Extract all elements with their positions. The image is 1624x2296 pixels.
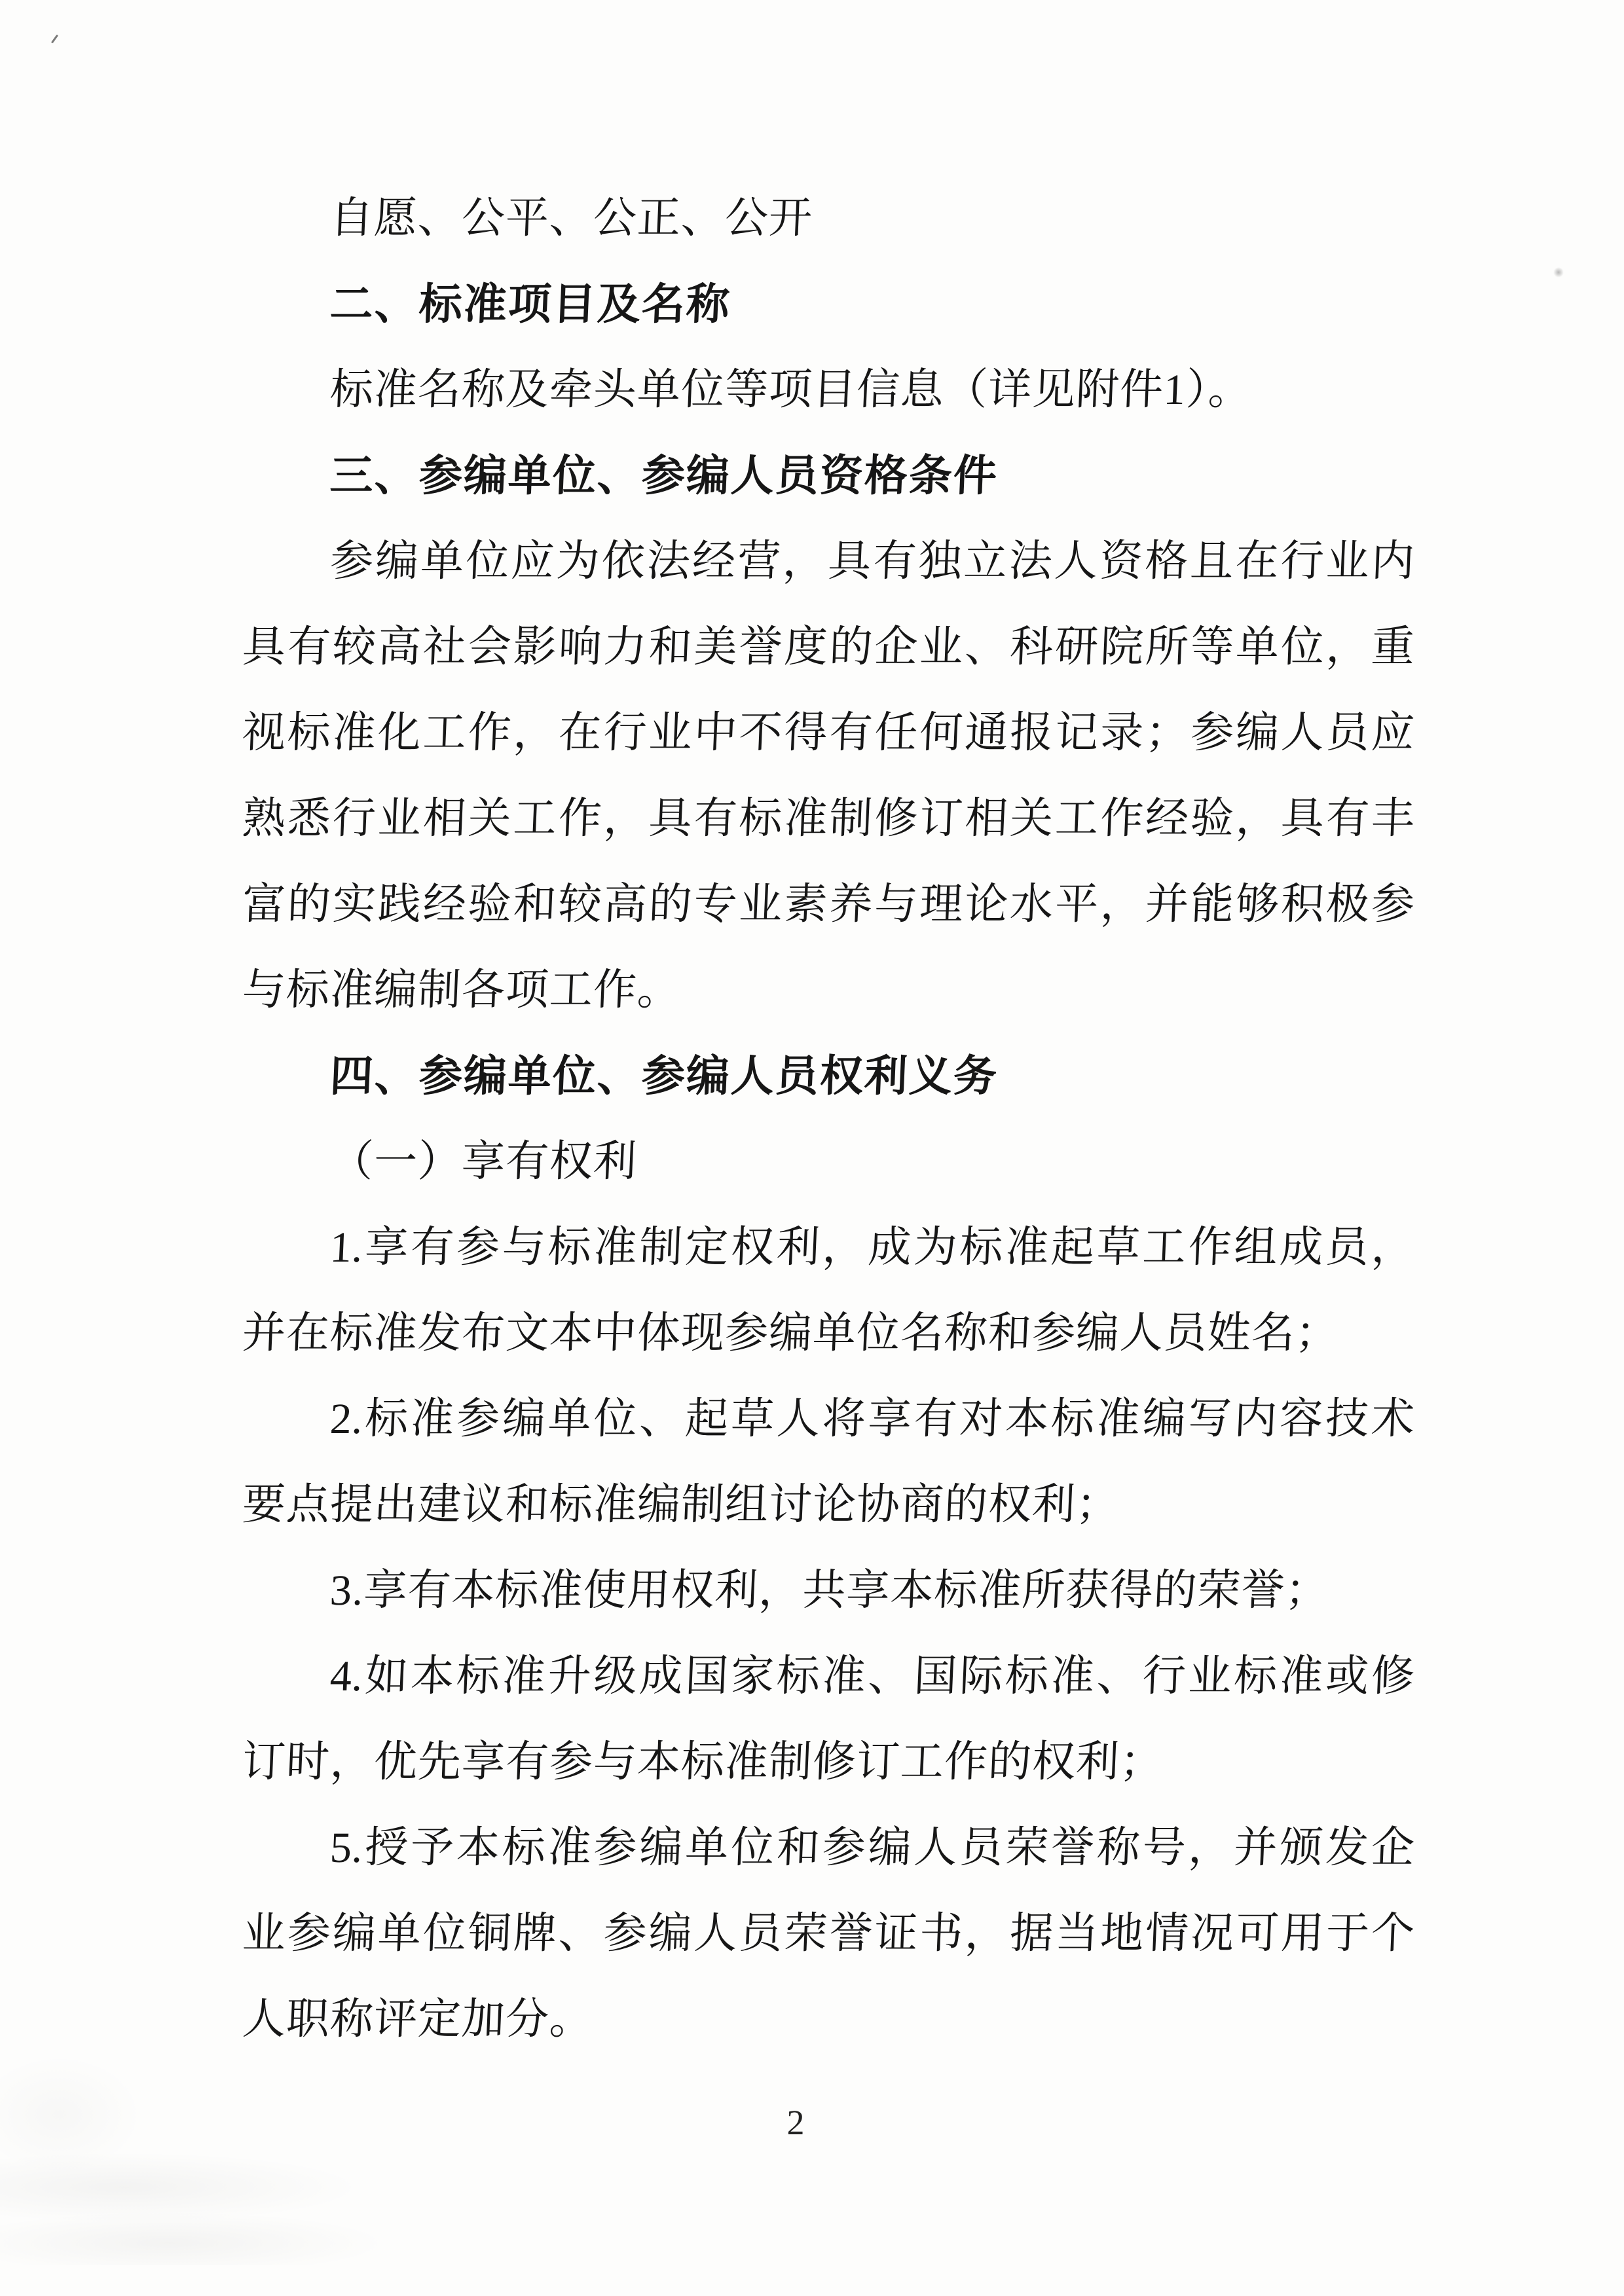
section-heading: 二、标准项目及名称 (329, 280, 732, 328)
section-heading: 四、参编单位、参编人员权利义务 (329, 1051, 999, 1100)
text-line: 1.享有参与标准制定权利，成为标准起草工作组成员， (329, 1224, 1416, 1271)
text-line: 视标准化工作，在行业中不得有任何通报记录；参编人员应 (241, 709, 1416, 757)
text-line: 熟悉行业相关工作，具有标准制修订相关工作经验，具有丰 (241, 795, 1416, 843)
text-line: 参编单位应为依法经营，具有独立法人资格且在行业内 (329, 538, 1416, 585)
text-line: 标准名称及牵头单位等项目信息（详见附件1）。 (329, 366, 1253, 414)
text-line: 与标准编制各项工作。 (241, 966, 682, 1014)
text-line: 3.享有本标准使用权利，共享本标准所获得的荣誉； (329, 1567, 1331, 1614)
text-line: 5.授予本标准参编单位和参编人员荣誉称号，并颁发企 (329, 1824, 1416, 1872)
text-line: 业参编单位铜牌、参编人员荣誉证书，据当地情况可用于个 (241, 1910, 1416, 1958)
section-heading: 三、参编单位、参编人员资格条件 (329, 451, 999, 500)
text-line: 具有较高社会影响力和美誉度的企业、科研院所等单位，重 (241, 623, 1416, 671)
text-line: 人职称评定加分。 (241, 1995, 595, 2043)
scan-speck-artifact (1553, 267, 1564, 278)
text-line: 自愿、公平、公正、公开 (329, 194, 814, 242)
text-line: 并在标准发布文本中体现参编单位名称和参编人员姓名； (241, 1309, 1340, 1357)
text-line: 2.标准参编单位、起草人将享有对本标准编写内容技术 (329, 1395, 1416, 1443)
text-line: 富的实践经验和较高的专业素养与理论水平，并能够积极参 (241, 881, 1416, 928)
text-line: 4.如本标准升级成国家标准、国际标准、行业标准或修 (329, 1652, 1416, 1700)
document-body (242, 175, 1414, 2062)
page-number: 2 (786, 2103, 805, 2142)
subsection-heading: （一）享有权利 (329, 1138, 638, 1186)
text-line: 要点提出建议和标准编制组讨论协商的权利； (241, 1481, 1121, 1529)
text-line: 订时，优先享有参与本标准制修订工作的权利； (241, 1738, 1165, 1786)
scan-tick-artifact (51, 35, 58, 44)
